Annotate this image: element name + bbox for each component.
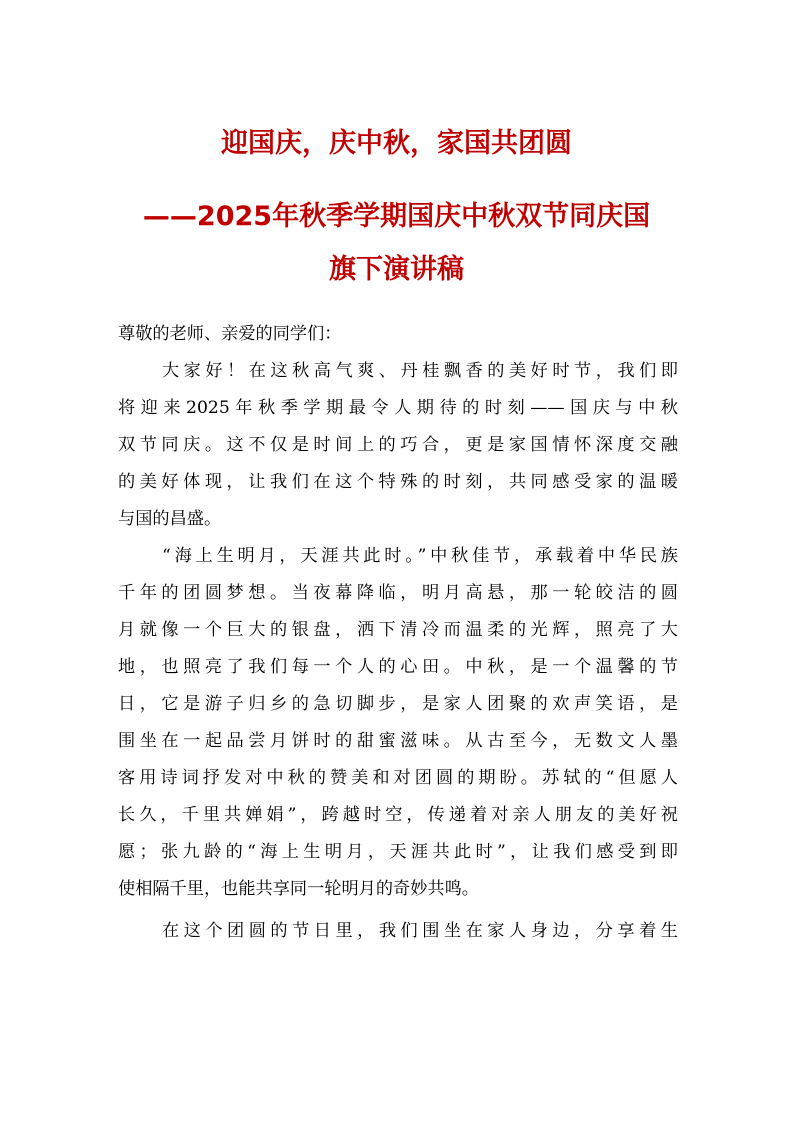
paragraph-2-line-7: 客用诗词抒发对中秋的赞美和对团圆的期盼。苏轼的“但愿人 xyxy=(118,768,678,788)
paragraph-2-line-9: 愿；张九龄的“海上生明月，天涯共此时”，让我们感受到即 xyxy=(118,842,678,862)
speech-body xyxy=(118,316,678,950)
paragraph-2-line-5: 日，它是游子归乡的急切脚步，是家人团聚的欢声笑语，是 xyxy=(118,694,678,714)
paragraph-2-line-3: 月就像一个巨大的银盘，洒下清冷而温柔的光辉，照亮了大 xyxy=(118,620,678,640)
paragraph-1-line-3: 双节同庆。这不仅是时间上的巧合，更是家国情怀深度交融 xyxy=(118,435,678,455)
paragraph-2-line-2: 千年的团圆梦想。当夜幕降临，明月高悬，那一轮皎洁的圆 xyxy=(118,583,678,603)
paragraph-1-line-2: 将迎来2025年秋季学期最令人期待的时刻——国庆与中秋 xyxy=(118,398,678,418)
paragraph-2-line-1: “海上生明月，天涯共此时。”中秋佳节，承载着中华民族 xyxy=(162,546,678,566)
title-line-2: ——2025年秋季学期国庆中秋双节同庆国 xyxy=(142,201,651,232)
paragraph-1-line-1: 大家好！在这秋高气爽、丹桂飘香的美好时节，我们即 xyxy=(162,361,678,381)
title-line-1: 迎国庆，庆中秋，家国共团圆 xyxy=(221,128,572,159)
paragraph-1-line-4: 的美好体现，让我们在这个特殊的时刻，共同感受家的温暖 xyxy=(118,472,678,492)
paragraph-2-line-6: 围坐在一起品尝月饼时的甜蜜滋味。从古至今，无数文人墨 xyxy=(118,731,678,751)
paragraph-3-line-1: 在这个团圆的节日里，我们围坐在家人身边，分享着生 xyxy=(162,921,678,941)
paragraph-1-line-5: 与国的昌盛。 xyxy=(118,509,222,529)
paragraph-2-line-8: 长久，千里共婵娟”，跨越时空，传递着对亲人朋友的美好祝 xyxy=(118,805,678,825)
salutation: 尊敬的老师、亲爱的同学们： xyxy=(118,324,342,344)
paragraph-2-line-10: 使相隔千里，也能共享同一轮明月的奇妙共鸣。 xyxy=(118,879,479,899)
paragraph-2-line-4: 地，也照亮了我们每一个人的心田。中秋，是一个温馨的节 xyxy=(118,657,678,677)
title-line-3: 旗下演讲稿 xyxy=(329,254,464,285)
